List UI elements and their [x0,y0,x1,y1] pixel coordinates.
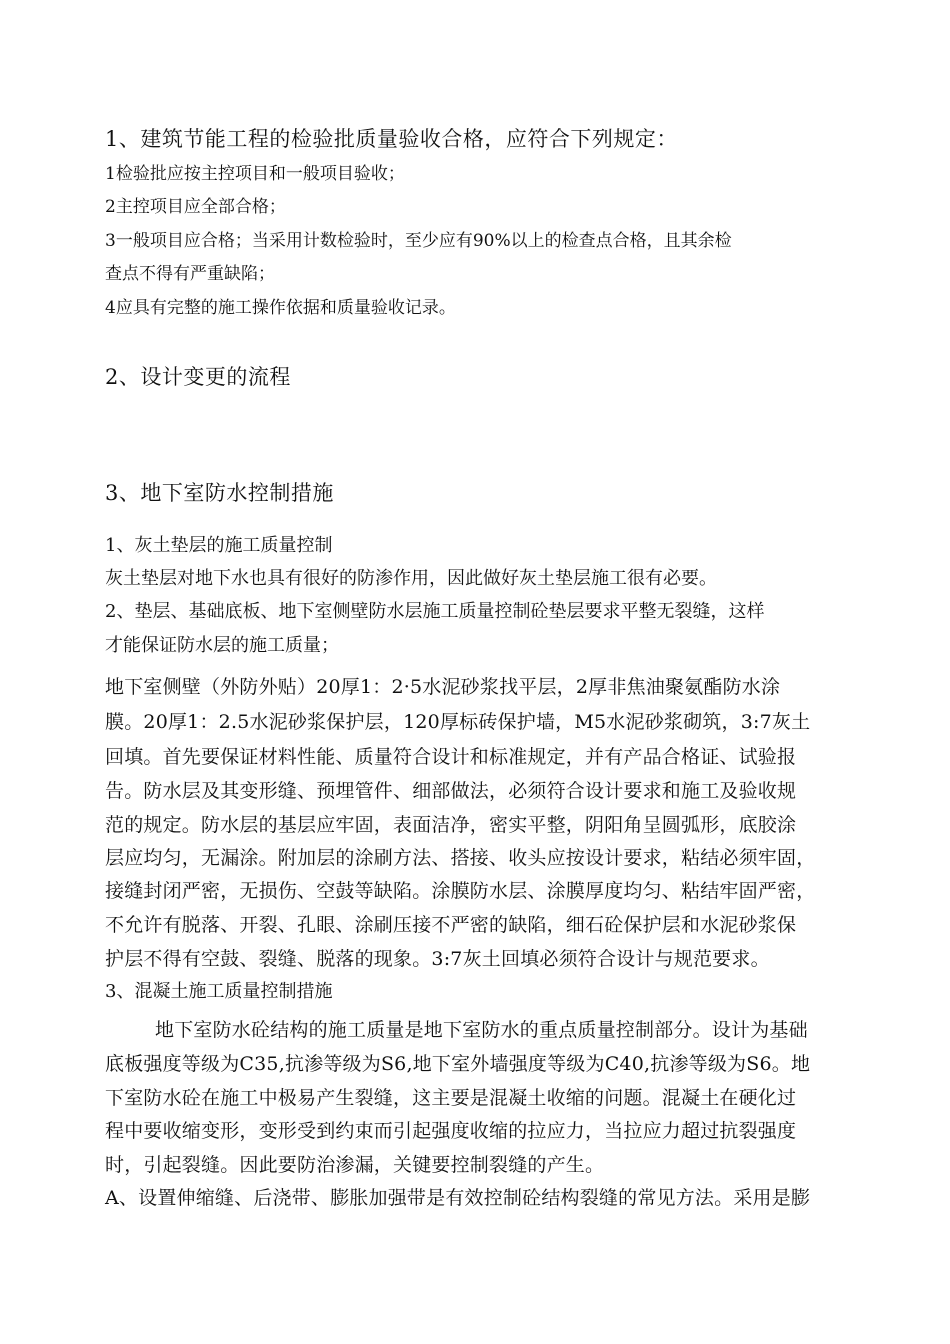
section1-item-2: 2主控项目应全部合格； [105,197,286,217]
paragraph-line: 护层不得有空鼓、裂缝、脱落的现象。3:7灰土回填必须符合设计与规范要求。 [105,948,770,970]
paragraph-line: 不允许有脱落、开裂、孔眼、涂刷压接不严密的缺陷，细石砼保护层和水泥砂浆保 [105,914,797,936]
section1-item-3-cont: 查点不得有严重缺陷； [105,264,275,284]
paragraph-line: 程中要收缩变形，变形受到约束而引起强度收缩的拉应力，当拉应力超过抗裂强度 [105,1120,797,1142]
paragraph-line: 膜。20厚1：2.5水泥砂浆保护层，120厚标砖保护墙，M5水泥砂浆砌筑，3:7灰土 [105,711,811,733]
section1-heading: 1、建筑节能工程的检验批质量验收合格，应符合下列规定： [105,127,678,151]
paragraph-line: 下室防水砼在施工中极易产生裂缝，这主要是混凝土收缩的问题。混凝土在硬化过 [105,1087,797,1109]
paragraph-line: 灰土垫层对地下水也具有很好的防渗作用，因此做好灰土垫层施工很有必要。 [105,568,717,589]
section2-heading: 2、设计变更的流程 [105,365,291,389]
subsection-heading: 1、灰土垫层的施工质量控制 [105,535,333,556]
section1-item-3: 3一般项目应合格；当采用计数检验时，至少应有90%以上的检查点合格，且其余检 [105,231,732,251]
paragraph-line: 层应均匀，无漏涂。附加层的涂刷方法、搭接、收头应按设计要求，粘结必须牢固， [105,847,816,869]
section3-heading: 3、地下室防水控制措施 [105,481,334,505]
paragraph-line: 范的规定。防水层的基层应牢固，表面洁净，密实平整，阴阳角呈圆弧形，底胶涂 [105,814,797,836]
section1-item-4: 4应具有完整的施工操作依据和质量验收记录。 [105,298,456,318]
paragraph-line: 回填。首先要保证材料性能、质量符合设计和标准规定，并有产品合格证、试验报 [105,746,797,768]
subsection-heading: 3、混凝土施工质量控制措施 [105,981,333,1002]
paragraph-line: 接缝封闭严密，无损伤、空鼓等缺陷。涂膜防水层、涂膜厚度均匀、粘结牢固严密， [105,880,816,902]
subsection-heading: 2、垫层、基础底板、地下室侧壁防水层施工质量控制砼垫层要求平整无裂缝，这样 [105,601,765,622]
paragraph-line: 底板强度等级为C35,抗渗等级为S6,地下室外墙强度等级为C40,抗渗等级为S6。地 [105,1053,811,1075]
paragraph-line: 才能保证防水层的施工质量； [105,635,339,656]
paragraph-line: 地下室侧壁（外防外贴）20厚1：2·5水泥砂浆找平层，2厚非焦油聚氨酯防水涂 [105,676,781,698]
paragraph-line: 地下室防水砼结构的施工质量是地下室防水的重点质量控制部分。设计为基础 [155,1019,808,1041]
section1-item-1: 1检验批应按主控项目和一般项目验收； [105,164,405,184]
paragraph-line: 时，引起裂缝。因此要防治渗漏，关键要控制裂缝的产生。 [105,1154,605,1176]
paragraph-line: 告。防水层及其变形缝、预埋管件、细部做法，必须符合设计要求和施工及验收规 [105,780,797,802]
paragraph-line: A、设置伸缩缝、后浇带、膨胀加强带是有效控制砼结构裂缝的常见方法。采用是膨 [105,1187,811,1209]
